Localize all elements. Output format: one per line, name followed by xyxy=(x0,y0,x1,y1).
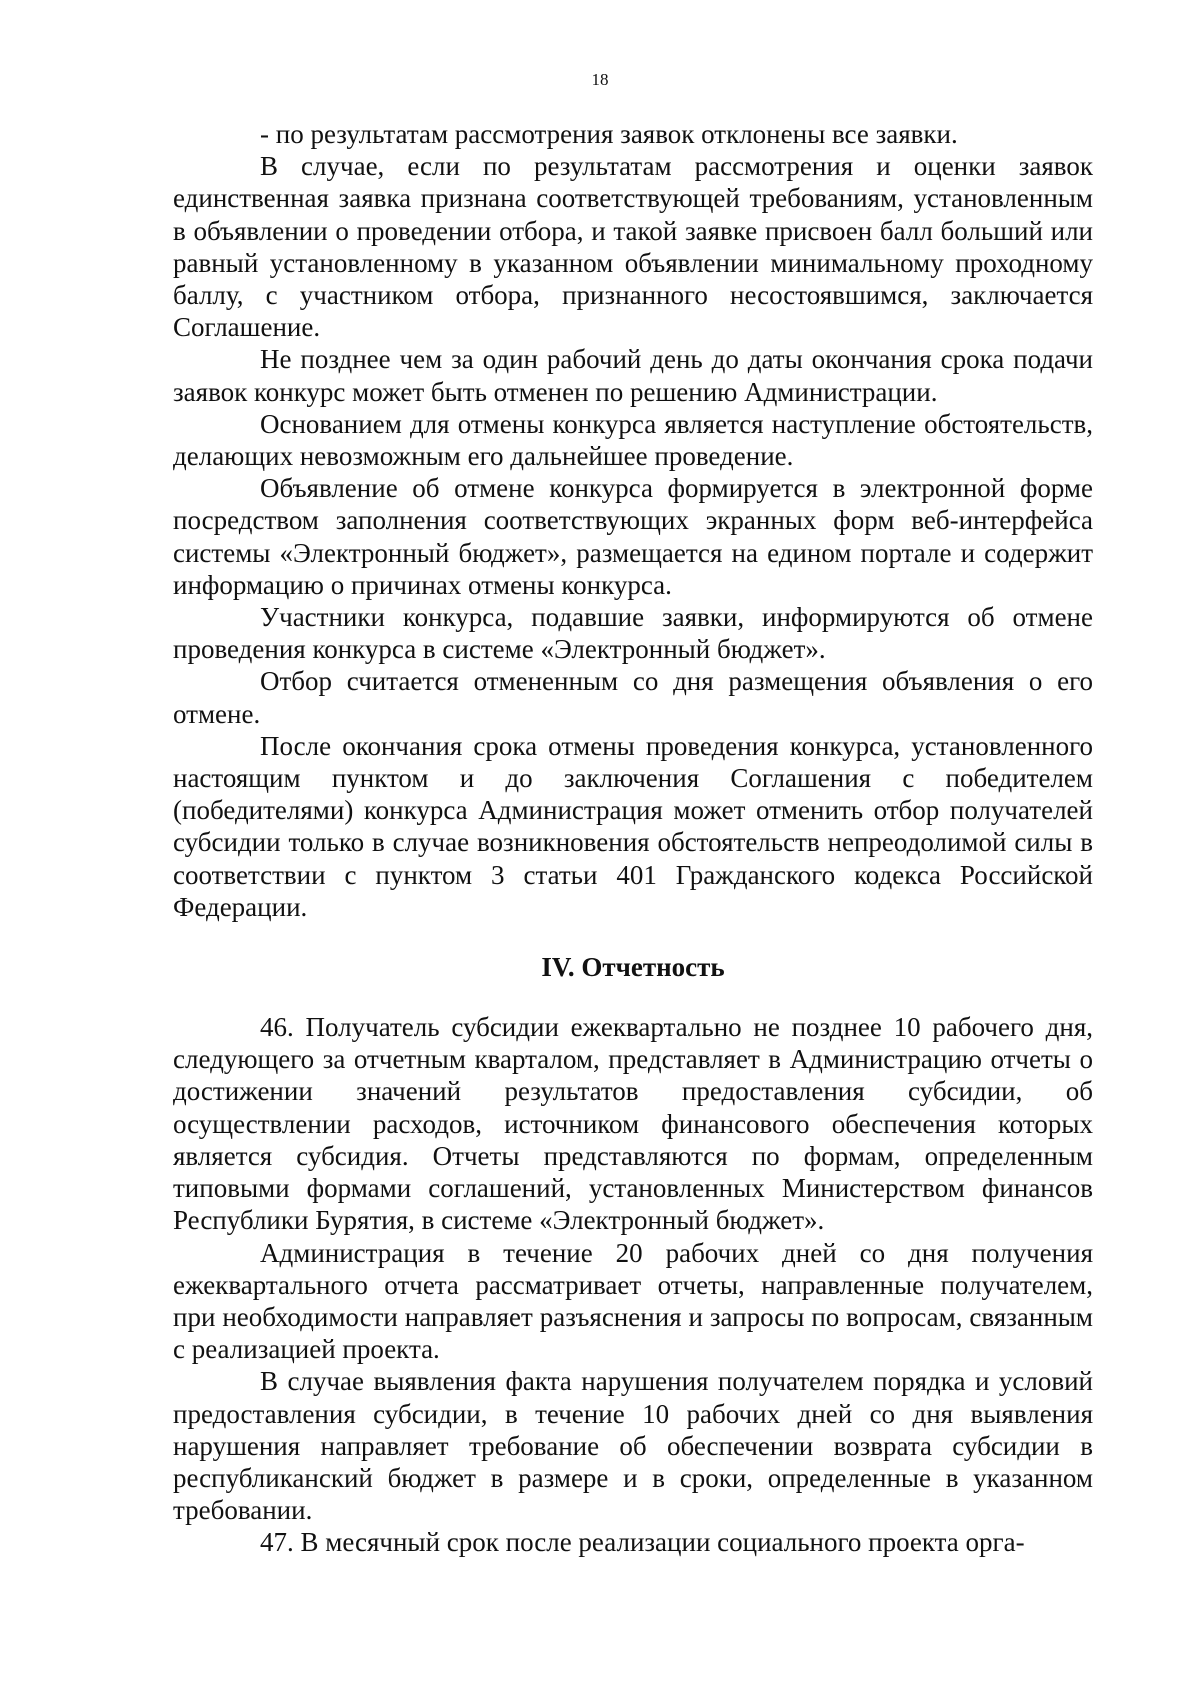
paragraph: Основанием для отмены конкурса является наступление обстоятельств, делающих невозможным его дальнейшее проведение. xyxy=(173,408,1093,472)
paragraph: В случае выявления факта нарушения получателем порядка и условий предоставления субсидии, в течение 10 рабочих дней со дня выявления нарушения направляет требование об обеспечении возврата субсидии в республиканский бюджет в размере и в сроки, определенные в указанном требовании. xyxy=(173,1366,1093,1526)
paragraph: Участники конкурса, подавшие заявки, информируются об отмене проведения конкурса в системе «Электронный бюджет». xyxy=(173,602,1093,665)
section-heading: IV. Отчетность xyxy=(541,952,725,983)
document-body xyxy=(173,118,1093,1559)
paragraph: Отбор считается отмененным со дня размещения объявления о его отмене. xyxy=(173,666,1093,729)
paragraph: Не позднее чем за один рабочий день до даты окончания срока подачи заявок конкурс может быть отменен по решению Администрации. xyxy=(173,344,1093,407)
paragraph: После окончания срока отмены проведения конкурса, установленного настоящим пунктом и до заключения Соглашения с победителем (победителями) конкурса Администрация может отменить отбор получателей субсидии только в случае возникновения обстоятельств непреодолимой силы в соответствии с пунктом 3 статьи 401 Гражданского кодекса Российской Федерации. xyxy=(173,730,1093,922)
paragraph: - по результатам рассмотрения заявок отклонены все заявки. xyxy=(260,119,958,149)
paragraph: 47. В месячный срок после реализации социального проекта орга- xyxy=(260,1527,1025,1558)
paragraph: 46. Получатель субсидии ежеквартально не позднее 10 рабочего дня, следующего за отчетным кварталом, представляет в Администрацию отчеты о достижении значений результатов предоставления субсидии, об осуществлении расходов, источником финансового обеспечения которых является субсидия. Отчеты представляются по формам, определенным типовыми формами соглашений, установленных Министерством финансов Республики Бурятия, в системе «Электронный бюджет». xyxy=(173,1012,1093,1236)
paragraph: Администрация в течение 20 рабочих дней со дня получения ежеквартального отчета рассматривает отчеты, направленные получателем, при необходимости направляет разъяснения и запросы по вопросам, связанным с реализацией проекта. xyxy=(173,1237,1093,1365)
paragraph: В случае, если по результатам рассмотрения и оценки заявок единственная заявка признана соответствующей требованиям, установленным в объявлении о проведении отбора, и такой заявке присвоен балл больший или равный установленному в указанном объявлении минимальному проходному баллу, с участником отбора, признанного несостоявшимся, заключается Соглашение. xyxy=(173,151,1093,343)
paragraph: Объявление об отмене конкурса формируется в электронной форме посредством заполнения соответствующих экранных форм веб-интерфейса системы «Электронный бюджет», размещается на едином портале и содержит информацию о причинах отмены конкурса. xyxy=(173,473,1093,600)
page-number: 18 xyxy=(591,70,609,89)
